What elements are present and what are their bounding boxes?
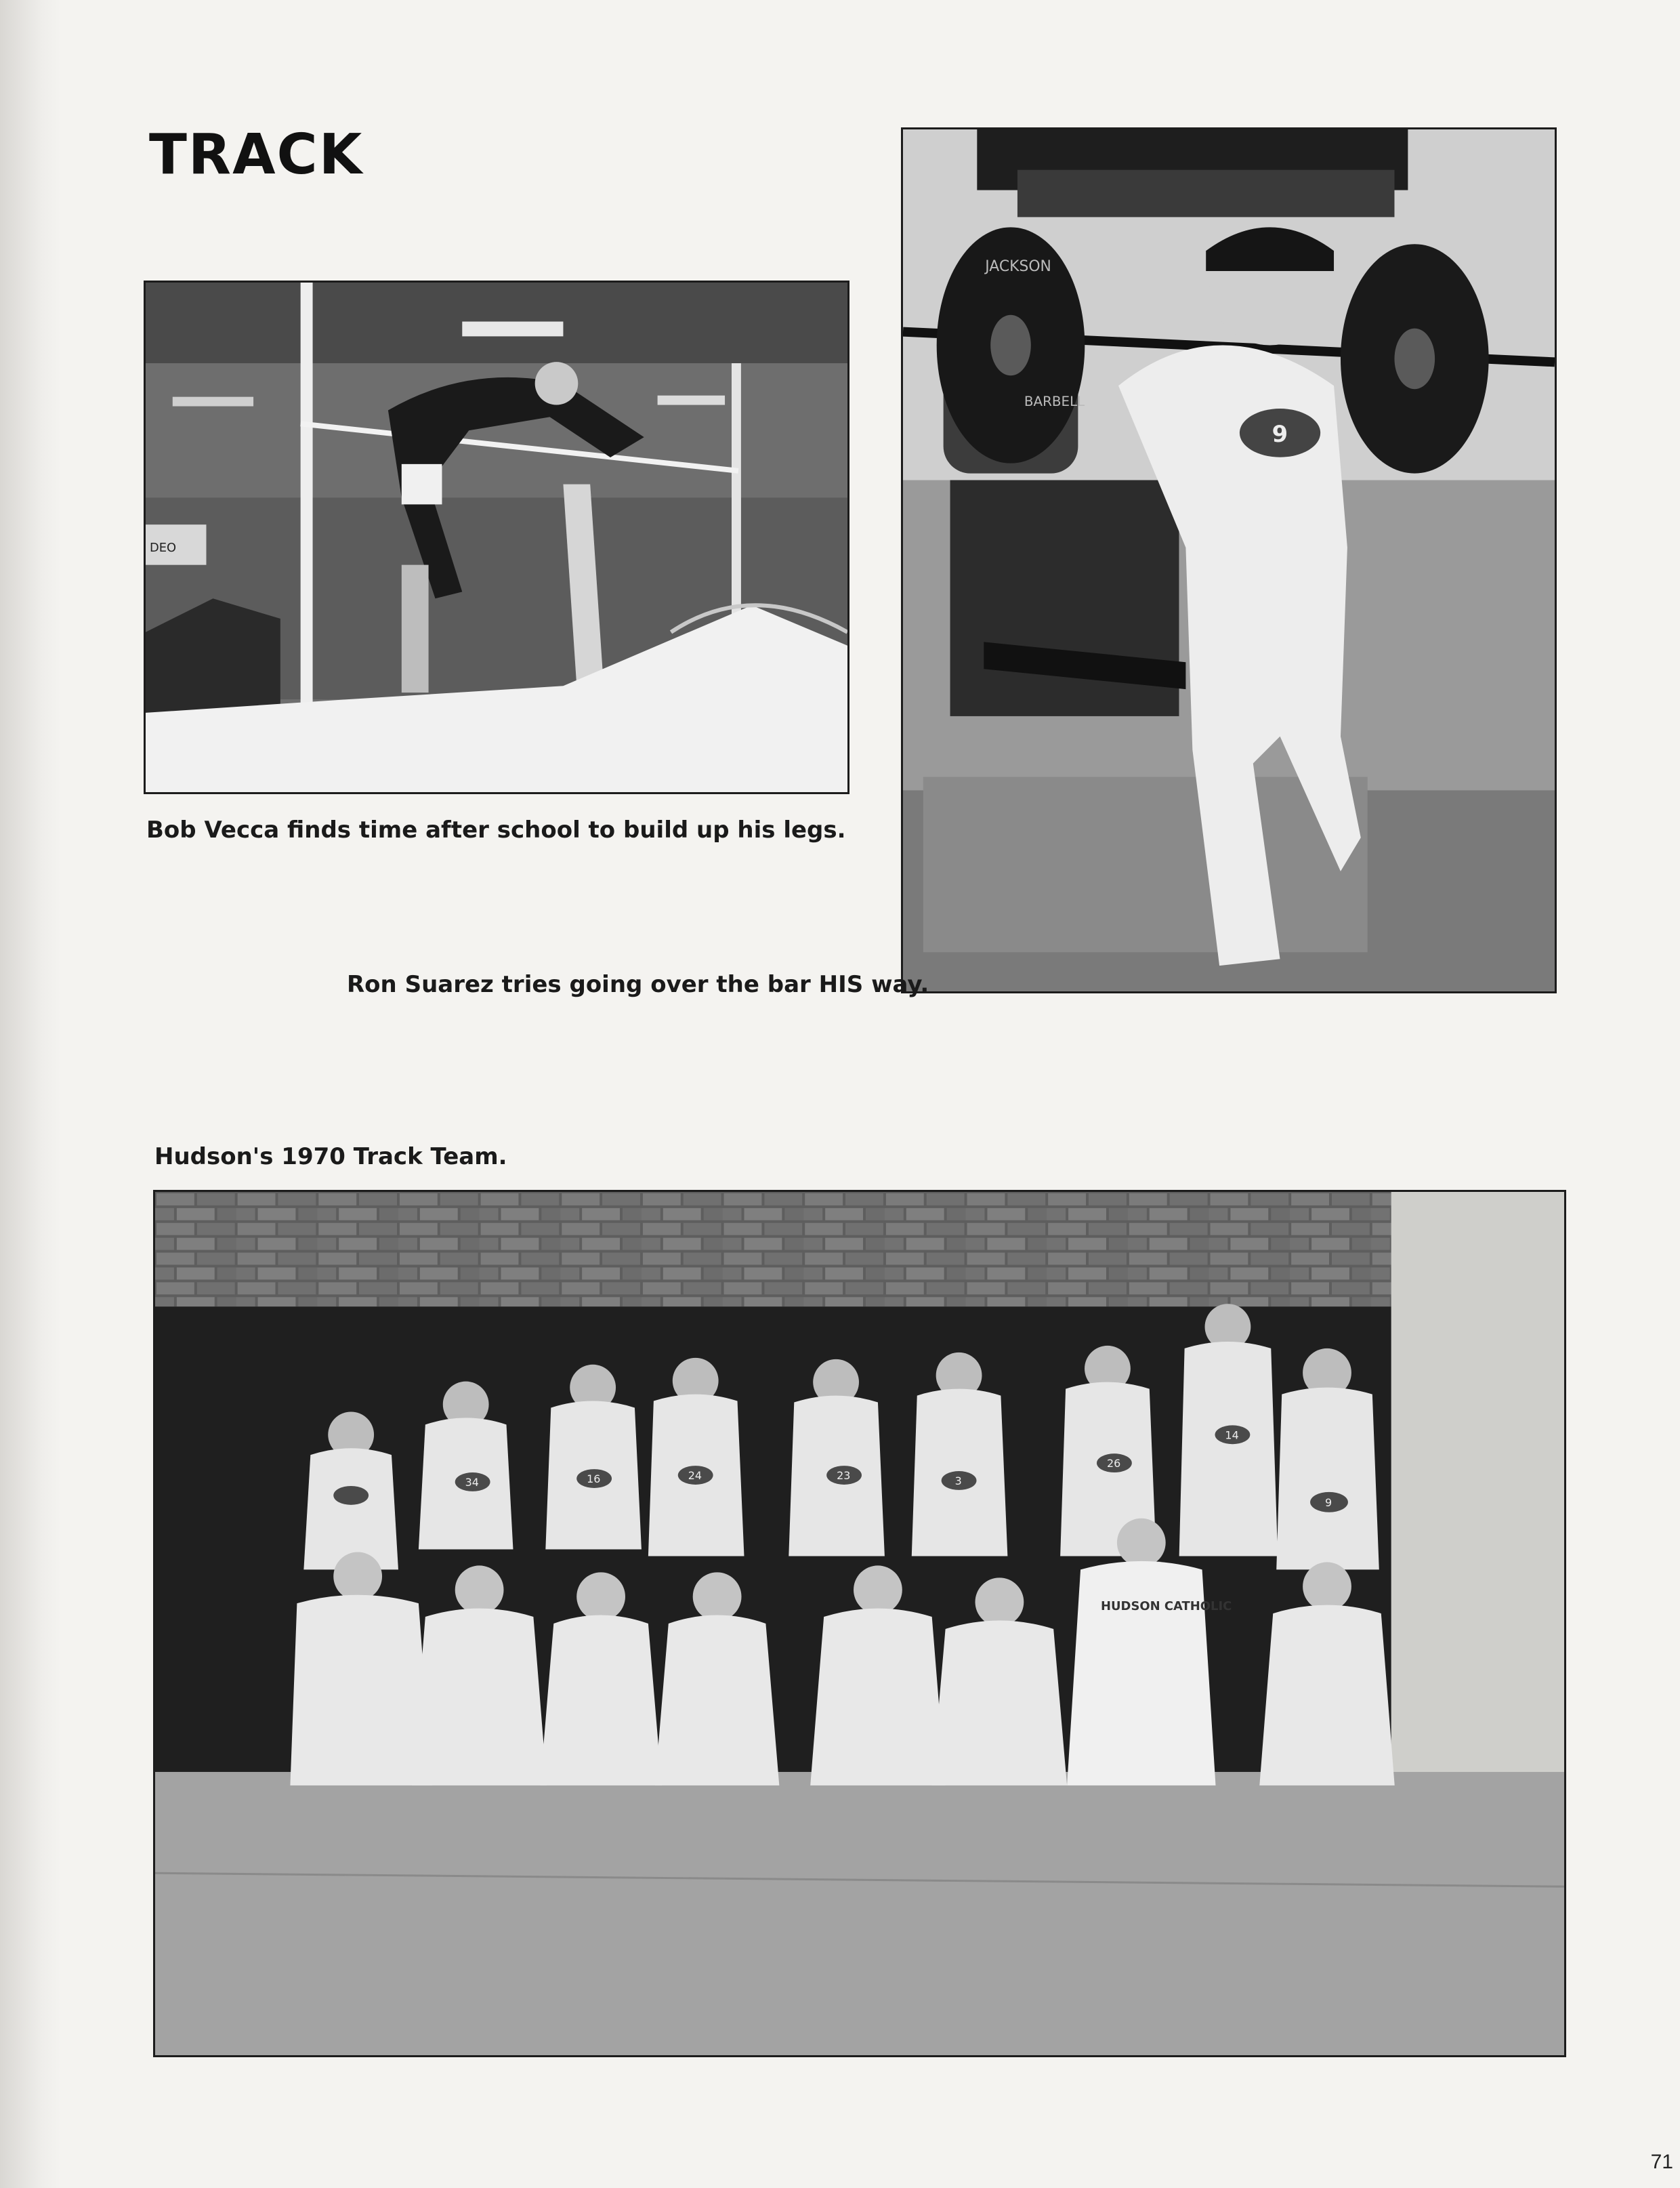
standing-number-9: 9: [1325, 1495, 1332, 1509]
high-jump-caption: Bob Vecca finds time after school to build up his legs.: [146, 817, 846, 844]
weightlifter-scene: [903, 129, 1555, 991]
team-photo: [153, 1190, 1566, 2057]
plate-brand-text: JACKSON: [985, 257, 1051, 276]
high-jump-scene: [146, 283, 847, 792]
standing-number-7: 26: [1106, 1457, 1121, 1470]
standing-number-5: 23: [837, 1469, 851, 1482]
standing-number-6: 3: [954, 1474, 962, 1487]
team-caption: Hudson's 1970 Track Team.: [154, 1143, 507, 1170]
wall-sign-text: DEO: [149, 540, 177, 555]
standing-number-3: 16: [587, 1472, 601, 1485]
high-jump-photo: [144, 281, 849, 794]
standing-number-4: 24: [688, 1469, 702, 1482]
sidewalk: [155, 1772, 1564, 2055]
stone-pillar: [1391, 1192, 1564, 1866]
plate-type-text: BARBELL: [1024, 394, 1085, 410]
page-gutter-shadow: [0, 0, 61, 2188]
standing-number-2: 34: [465, 1475, 479, 1489]
page-title: TRACK: [149, 123, 364, 187]
lifter-jersey-number: 9: [1272, 420, 1288, 447]
weightlifter-photo: [901, 127, 1557, 993]
standing-number-8: 14: [1225, 1428, 1239, 1442]
team-scene: [155, 1192, 1564, 2055]
weightlifter-caption: Ron Suarez tries going over the bar HIS way.: [347, 971, 929, 998]
page-number: 71: [1650, 2151, 1673, 2173]
brick-wall: [155, 1192, 1391, 1306]
kneeling-sweatshirt-text: HUDSON CATHOLIC: [1100, 1599, 1232, 1614]
